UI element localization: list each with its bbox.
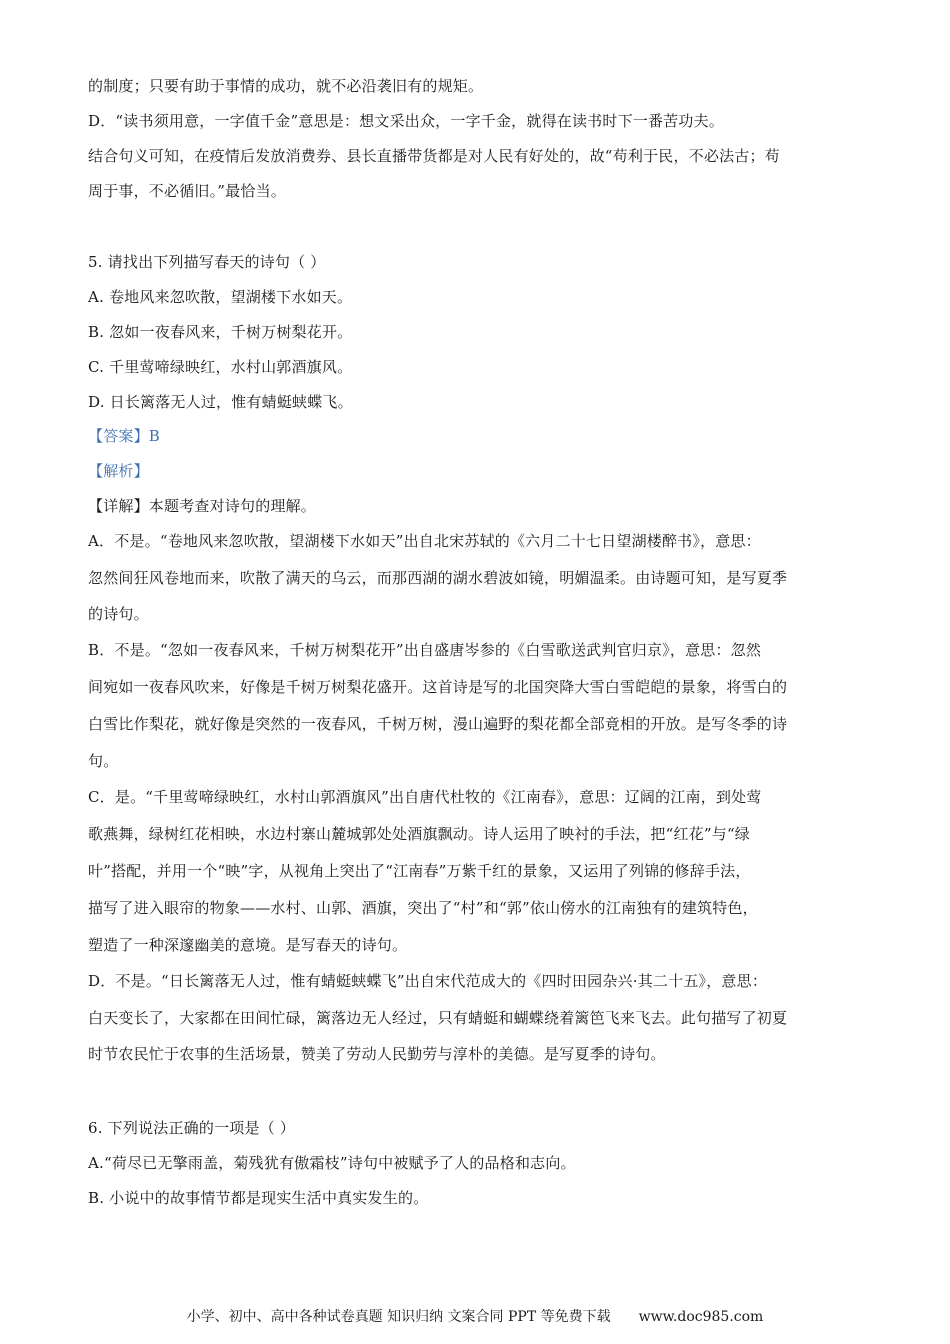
q5-stem: 5. 请找出下列描写春天的诗句（ ） bbox=[88, 253, 326, 271]
q5-explain-line: 塑造了一种深邃幽美的意境。是写春天的诗句。 bbox=[88, 936, 408, 954]
q5-explain-line: 歌燕舞，绿树红花相映，水边村寨山麓城郭处处酒旗飘动。诗人运用了映衬的手法，把“红花”与“绿 bbox=[88, 825, 751, 843]
q5-option-a: A. 卷地风来忽吹散，望湖楼下水如天。 bbox=[88, 288, 353, 306]
q5-explain-line: A．不是。“卷地风来忽吹散，望湖楼下水如天”出自北宋苏轼的《六月二十七日望湖楼醉书》，意思： bbox=[88, 532, 761, 550]
q5-option-d: D. 日长篱落无人过，惟有蜻蜓蛱蝶飞。 bbox=[88, 393, 353, 411]
prev-line-4: 周于事，不必循旧。”最恰当。 bbox=[88, 182, 286, 200]
q6-option-a: A.“荷尽已无擎雨盖，菊残犹有傲霜枝”诗句中被赋予了人的品格和志向。 bbox=[88, 1154, 576, 1172]
q5-explain-line: C．是。“千里莺啼绿映红，水村山郭酒旗风”出自唐代杜牧的《江南春》，意思：辽阔的江南，到处莺 bbox=[88, 788, 762, 806]
q5-detail: 【详解】本题考查对诗句的理解。 bbox=[88, 497, 317, 515]
footer-text: 小学、初中、高中各种试卷真题 知识归纳 文案合同 PPT 等免费下载 bbox=[186, 1309, 611, 1325]
q5-answer: 【答案】B bbox=[88, 427, 161, 445]
q5-analysis-label: 【解析】 bbox=[88, 462, 149, 480]
prev-line-3: 结合句义可知，在疫情后发放消费券、县长直播带货都是对人民有好处的，故“苟利于民，不必法古；苟 bbox=[88, 147, 780, 165]
footer-link[interactable]: www.doc985.com bbox=[638, 1309, 764, 1325]
prev-line-2: D．“读书须用意，一字值千金”意思是：想文采出众，一字千金，就得在读书时下一番苦功夫。 bbox=[88, 112, 724, 130]
q5-explain-line: D．不是。“日长篱落无人过，惟有蜻蜓蛱蝶飞”出自宋代范成大的《四时田园杂兴·其二十五》，意思： bbox=[88, 972, 768, 990]
prev-line-1: 的制度；只要有助于事情的成功，就不必沿袭旧有的规矩。 bbox=[88, 77, 484, 95]
q5-explain-line: 间宛如一夜春风吹来，好像是千树万树梨花盛开。这首诗是写的北国突降大雪白雪皑皑的景象，将雪白的 bbox=[88, 678, 788, 696]
q5-explain-line: B．不是。“忽如一夜春风来，千树万树梨花开”出自盛唐岑参的《白雪歌送武判官归京》，意思：忽然 bbox=[88, 641, 762, 659]
q6-stem: 6. 下列说法正确的一项是（ ） bbox=[88, 1119, 296, 1137]
q5-explain-line: 时节农民忙于农事的生活场景，赞美了劳动人民勤劳与淳朴的美德。是写夏季的诗句。 bbox=[88, 1045, 666, 1063]
q5-option-c: C. 千里莺啼绿映红，水村山郭酒旗风。 bbox=[88, 358, 353, 376]
page-footer bbox=[0, 1308, 950, 1326]
q5-explain-line: 忽然间狂风卷地而来，吹散了满天的乌云，而那西湖的湖水碧波如镜，明媚温柔。由诗题可知，是写夏季 bbox=[88, 569, 788, 587]
q5-explain-line: 句。 bbox=[88, 752, 119, 770]
q5-option-b: B. 忽如一夜春风来，千树万树梨花开。 bbox=[88, 323, 353, 341]
q5-explain-line: 叶”搭配，并用一个“映”字，从视角上突出了“江南春”万紫千红的景象，又运用了列锦的修辞手法， bbox=[88, 862, 751, 880]
q5-explain-line: 白雪比作梨花，就好像是突然的一夜春风，千树万树，漫山遍野的梨花都全部竟相的开放。是写冬季的诗 bbox=[88, 715, 788, 733]
q6-option-b: B. 小说中的故事情节都是现实生活中真实发生的。 bbox=[88, 1189, 429, 1207]
q5-explain-line: 描写了进入眼帘的物象——水村、山郭、酒旗，突出了“村”和“郭”依山傍水的江南独有的建筑特色， bbox=[88, 899, 758, 917]
q5-explain-line: 的诗句。 bbox=[88, 605, 149, 623]
q5-explain-line: 白天变长了，大家都在田间忙碌，篱落边无人经过，只有蜻蜓和蝴蝶绕着篱笆飞来飞去。此句描写了初夏 bbox=[88, 1009, 788, 1027]
